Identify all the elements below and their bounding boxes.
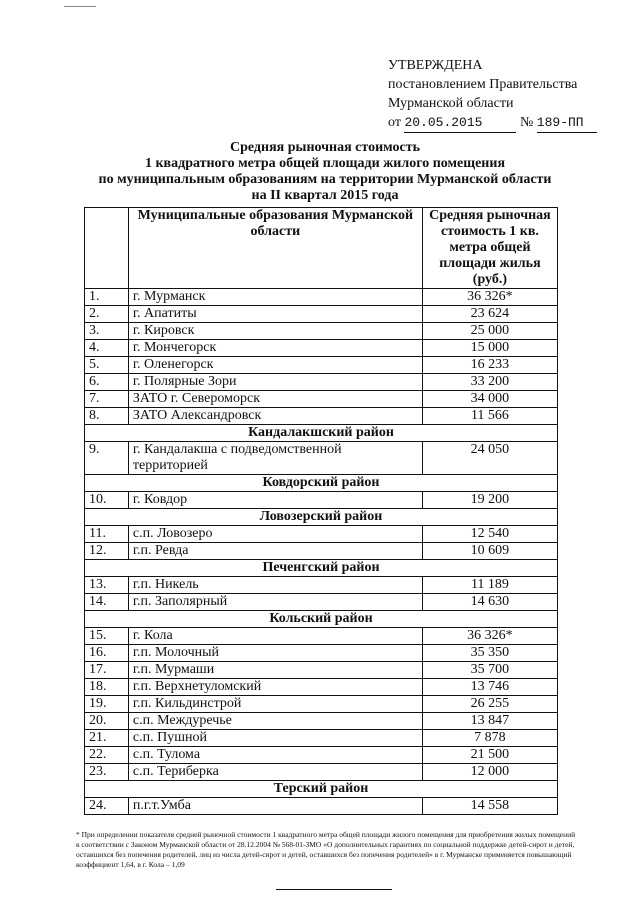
price-value: 7 878	[422, 730, 557, 747]
bottom-rule	[276, 889, 392, 890]
table-row	[85, 408, 558, 425]
municipality-name: ЗАТО г. Североморск	[128, 391, 422, 408]
municipality-name: г. Ковдор	[128, 492, 422, 509]
price-value: 36 326*	[422, 289, 557, 306]
price-value: 12 540	[422, 526, 557, 543]
approval-number: 189-ПП	[537, 113, 597, 133]
district-name: Ковдорский район	[85, 475, 558, 492]
municipality-name: г. Оленегорск	[128, 357, 422, 374]
table-row	[85, 526, 558, 543]
row-number: 21.	[85, 730, 129, 747]
price-value: 14 558	[422, 798, 557, 815]
row-number: 9.	[85, 442, 129, 475]
district-name: Кандалакшский район	[85, 425, 558, 442]
price-table	[84, 207, 558, 815]
price-value: 12 000	[422, 764, 557, 781]
approval-line-decree: постановлением Правительства	[388, 77, 578, 92]
district-name: Кольский район	[85, 611, 558, 628]
row-number: 20.	[85, 713, 129, 730]
municipality-name: г. Кола	[128, 628, 422, 645]
title-line-4: на II квартал 2015 года	[251, 188, 399, 203]
table-row	[85, 696, 558, 713]
price-value: 21 500	[422, 747, 557, 764]
row-number: 11.	[85, 526, 129, 543]
price-value: 15 000	[422, 340, 557, 357]
table-row	[85, 645, 558, 662]
price-value: 25 000	[422, 323, 557, 340]
municipality-name: с.п. Междуречье	[128, 713, 422, 730]
municipality-name: г.п. Заполярный	[128, 594, 422, 611]
district-name: Терский район	[85, 781, 558, 798]
table-row	[85, 628, 558, 645]
row-number: 16.	[85, 645, 129, 662]
price-value: 26 255	[422, 696, 557, 713]
municipality-name: с.п. Тулома	[128, 747, 422, 764]
municipality-name: г. Апатиты	[128, 306, 422, 323]
municipality-name: г. Кандалакша с подведомственной территорией	[128, 442, 422, 475]
table-row	[85, 543, 558, 560]
municipality-name: г.п. Мурмаши	[128, 662, 422, 679]
district-row	[85, 781, 558, 798]
municipality-name: г.п. Верхнетуломский	[128, 679, 422, 696]
from-label: от	[388, 115, 401, 130]
price-value: 19 200	[422, 492, 557, 509]
title-line-3: по муниципальным образованиям на территории Мурманской области	[98, 172, 552, 187]
municipality-name: п.г.т.Умба	[128, 798, 422, 815]
district-row	[85, 425, 558, 442]
table-row	[85, 492, 558, 509]
price-value: 23 624	[422, 306, 557, 323]
row-number: 5.	[85, 357, 129, 374]
approval-block	[388, 56, 597, 133]
municipality-name: г. Мончегорск	[128, 340, 422, 357]
price-value: 35 700	[422, 662, 557, 679]
header-price: Средняя рыночная стоимость 1 кв. метра общей площади жилья (руб.)	[422, 208, 557, 289]
table-row	[85, 340, 558, 357]
table-row	[85, 679, 558, 696]
table-body	[85, 289, 558, 815]
document-title	[80, 140, 570, 204]
municipality-name: г.п. Ревда	[128, 543, 422, 560]
table-row	[85, 730, 558, 747]
row-number: 23.	[85, 764, 129, 781]
price-value: 35 350	[422, 645, 557, 662]
table-row	[85, 713, 558, 730]
district-row	[85, 509, 558, 526]
approval-date-line	[388, 113, 597, 133]
row-number: 12.	[85, 543, 129, 560]
header-num	[85, 208, 129, 289]
table-header-row	[85, 208, 558, 289]
price-value: 34 000	[422, 391, 557, 408]
row-number: 8.	[85, 408, 129, 425]
district-row	[85, 475, 558, 492]
table-row	[85, 747, 558, 764]
municipality-name: ЗАТО Александровск	[128, 408, 422, 425]
price-value: 11 189	[422, 577, 557, 594]
row-number: 15.	[85, 628, 129, 645]
municipality-name: г. Мурманск	[128, 289, 422, 306]
price-value: 14 630	[422, 594, 557, 611]
row-number: 10.	[85, 492, 129, 509]
district-name: Ловозерский район	[85, 509, 558, 526]
table-row	[85, 289, 558, 306]
approval-title: УТВЕРЖДЕНА	[388, 58, 483, 73]
row-number: 3.	[85, 323, 129, 340]
row-number: 4.	[85, 340, 129, 357]
price-value: 13 746	[422, 679, 557, 696]
row-number: 18.	[85, 679, 129, 696]
table-row	[85, 577, 558, 594]
municipality-name: г. Кировск	[128, 323, 422, 340]
district-row	[85, 611, 558, 628]
municipality-name: г.п. Молочный	[128, 645, 422, 662]
municipality-name: г.п. Кильдинстрой	[128, 696, 422, 713]
row-number: 14.	[85, 594, 129, 611]
table-row	[85, 323, 558, 340]
municipality-name: с.п. Ловозеро	[128, 526, 422, 543]
title-line-1: Средняя рыночная стоимость	[230, 140, 420, 155]
footnote: * При определении показателя средней рыночной стоимости 1 квадратного метра общей площади жилого помещения для приобретения жилых помещений в соответствии с Законом Мурманской области от 28.12.2004 № 568-01-ЗМО «О дополнительных гарантиях по социальной поддержке детей-сирот и детей, оставшихся без попечения родителей, лиц из числа детей-сирот и детей, оставшихся без попечения родителей» в г. Мурманске применяется повышающий коэффициент 1,64, в г. Кола – 1,09	[76, 830, 576, 869]
district-name: Печенгский район	[85, 560, 558, 577]
approval-date: 20.05.2015	[404, 113, 516, 133]
price-value: 24 050	[422, 442, 557, 475]
price-value: 16 233	[422, 357, 557, 374]
table-row	[85, 374, 558, 391]
row-number: 6.	[85, 374, 129, 391]
price-value: 10 609	[422, 543, 557, 560]
approval-line-region: Мурманской области	[388, 96, 514, 111]
row-number: 7.	[85, 391, 129, 408]
header-municipality: Муниципальные образования Мурманской области	[128, 208, 422, 289]
table-row	[85, 662, 558, 679]
table-row	[85, 357, 558, 374]
row-number: 17.	[85, 662, 129, 679]
table-row	[85, 594, 558, 611]
row-number: 19.	[85, 696, 129, 713]
row-number: 13.	[85, 577, 129, 594]
district-row	[85, 560, 558, 577]
price-value: 36 326*	[422, 628, 557, 645]
table-row	[85, 391, 558, 408]
price-value: 33 200	[422, 374, 557, 391]
row-number: 22.	[85, 747, 129, 764]
table-row	[85, 764, 558, 781]
price-value: 13 847	[422, 713, 557, 730]
top-edge-mark	[64, 0, 96, 7]
municipality-name: г.п. Никель	[128, 577, 422, 594]
price-value: 11 566	[422, 408, 557, 425]
title-line-2: 1 квадратного метра общей площади жилого помещения	[144, 156, 506, 171]
table-row	[85, 798, 558, 815]
row-number: 2.	[85, 306, 129, 323]
row-number: 1.	[85, 289, 129, 306]
row-number: 24.	[85, 798, 129, 815]
table-row	[85, 306, 558, 323]
number-label: №	[519, 115, 534, 130]
table-row	[85, 442, 558, 475]
municipality-name: с.п. Териберка	[128, 764, 422, 781]
municipality-name: с.п. Пушной	[128, 730, 422, 747]
municipality-name: г. Полярные Зори	[128, 374, 422, 391]
